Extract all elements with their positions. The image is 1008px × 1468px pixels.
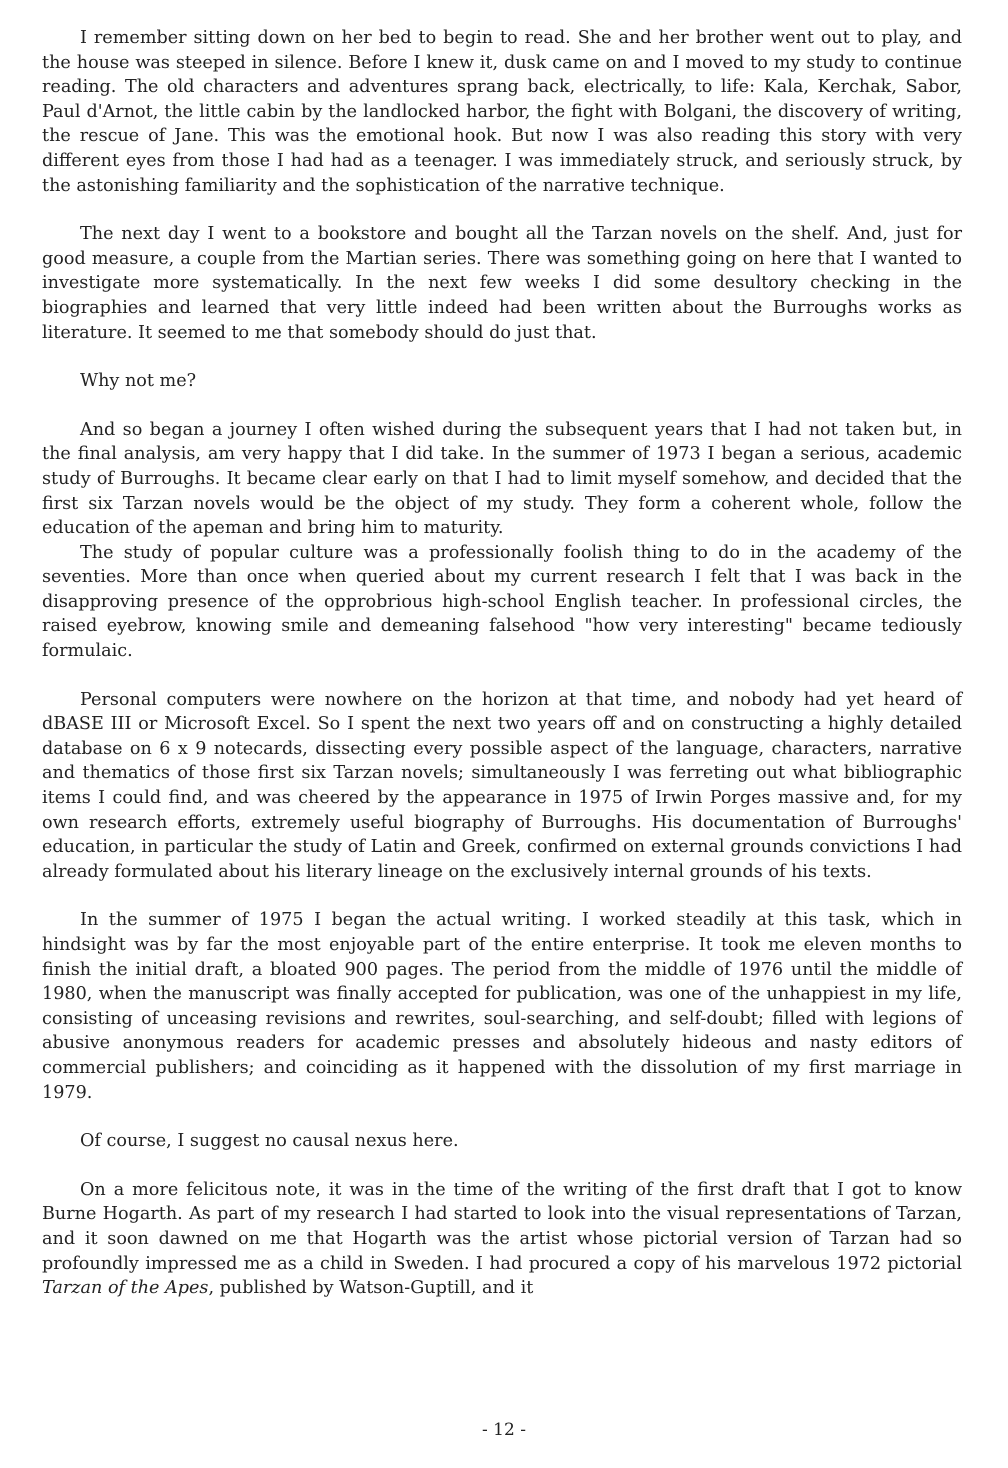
paragraph-7: In the summer of 1975 I began the actual writing. I worked steadily at this task, which in hindsight was by far the most enjoyable part of the entire enterprise. It took me eleven months to finish the initial draft, a bloated 900 pages. The period from the middle of 1976 until the middle of 1980, when the manuscript was finally accepted for publication, was one of the unhappiest in my life, consisting of unceasing revisions and rewrites, soul-searching, and self-doubt; filled with legions of abusive anonymous readers for academic presses and absolutely hideous and nasty editors of commercial publishers; and coinciding as it happened with the dissolution of my first marriage in 1979. [42, 910, 962, 1103]
paragraph-9-text-end: , published by Watson-Guptill, and it [208, 1278, 534, 1299]
paragraph-3: Why not me? [80, 371, 197, 392]
paragraph-9-text-start: On a more felicitous note, it was in the time of the writing of the first draft that I got to know Burne Hogarth. As part of my research I had started to look into the visual representations of Tarzan, and it soon dawned on me that Hogarth was the artist whose pictorial version of Tarzan had so profoundly impressed me as a child in Sweden. I had procured a copy of his marvelous 1972 pictorial [42, 1179, 962, 1274]
paragraph-9 [42, 1178, 962, 1301]
paragraph-1: I remember sitting down on her bed to begin to read. She and her brother went out to play, and the house was steeped in silence. Before I knew it, dusk came on and I moved to my study to continue reading. The old characters and adventures sprang back, electrically, to life: Kala, Kerchak, Sabor, Paul d'Arnot, the little cabin by the landlocked harbor, the fight with Bolgani, the discovery of writing, the rescue of Jane. This was the emotional hook. But now I was also reading this story with very different eyes from those I had had as a teenager. I was immediately struck, and seriously struck, by the astonishing familiarity and the sophistication of the narrative technique. [42, 28, 962, 196]
page-number: - 12 - [482, 1420, 526, 1440]
paragraph-5: The study of popular culture was a professionally foolish thing to do in the academy of the seventies. More than once when queried about my current research I felt that I was back in the disapproving presence of the opprobrious high-school English teacher. In professional circles, the raised eyebrow, knowing smile and demeaning falsehood "how very interesting" became tediously formulaic. [42, 542, 962, 662]
paragraph-8: Of course, I suggest no causal nexus here. [80, 1131, 459, 1152]
page-body [42, 26, 962, 1301]
book-title: Tarzan of the Apes [42, 1278, 209, 1299]
paragraph-2: The next day I went to a bookstore and bought all the Tarzan novels on the shelf. And, just for good measure, a couple from the Martian series. There was something going on here that I wanted to investigate more systematically. In the next few weeks I did some desultory checking in the biographies and learned that very little indeed had been written about the Burroughs works as literature. It seemed to me that somebody should do just that. [42, 224, 962, 343]
paragraph-4: And so began a journey I often wished during the subsequent years that I had not taken but, in the final analysis, am very happy that I did take. In the summer of 1973 I began a serious, academic study of Burroughs. It became clear early on that I had to limit myself somehow, and decided that the first six Tarzan novels would be the object of my study. They form a coherent whole, follow the education of the apeman and bring him to maturity. [42, 419, 962, 539]
paragraph-6: Personal computers were nowhere on the horizon at that time, and nobody had yet heard of dBASE III or Microsoft Excel. So I spent the next two years off and on constructing a highly detailed database on 6 x 9 notecards, dissecting every possible aspect of the language, characters, narrative and thematics of those first six Tarzan novels; simultaneously I was ferreting out what bibliographic items I could find, and was cheered by the appearance in 1975 of Irwin Porges massive and, for my own research efforts, extremely useful biography of Burroughs. His documentation of Burroughs' education, in particular the study of Latin and Greek, confirmed on external grounds convictions I had already formulated about his literary lineage on the exclusively internal grounds of his texts. [42, 689, 962, 882]
